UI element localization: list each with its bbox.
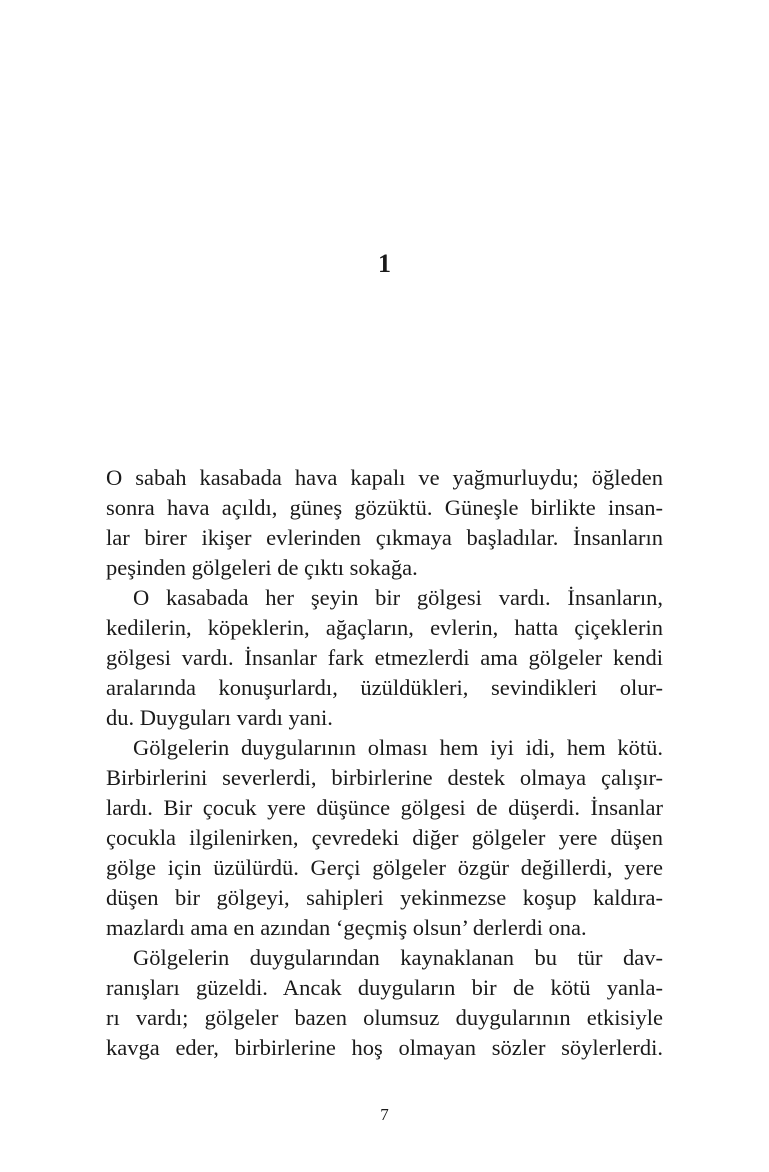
- text-line: kavga eder, birbirlerine hoş olmayan sözler söylerlerdi.: [106, 1035, 663, 1060]
- body-text: [106, 463, 663, 1063]
- text-line: gölge için üzülürdü. Gerçi gölgeler özgür değillerdi, yere: [106, 855, 663, 880]
- paragraph: [106, 583, 663, 733]
- text-line: kedilerin, köpeklerin, ağaçların, evlerin, hatta çiçeklerin: [106, 615, 663, 640]
- page-number: 7: [380, 1105, 389, 1124]
- text-line: çocukla ilgilenirken, çevredeki diğer gölgeler yere düşen: [106, 825, 663, 850]
- text-line: aralarında konuşurlardı, üzüldükleri, sevindikleri olur-: [106, 675, 663, 700]
- paragraph: [106, 943, 663, 1063]
- text-line: lar birer ikişer evlerinden çıkmaya başladılar. İnsanların: [106, 525, 663, 550]
- paragraph: [106, 463, 663, 583]
- text-line: Gölgelerin duygularından kaynaklanan bu tür dav-: [133, 945, 663, 970]
- text-line: ranışları güzeldi. Ancak duyguların bir de kötü yanla-: [106, 975, 663, 1000]
- text-line: Birbirlerini severlerdi, birbirlerine destek olmaya çalışır-: [106, 765, 663, 790]
- text-line: mazlardı ama en azından ‘geçmiş olsun’ derlerdi ona.: [106, 915, 587, 940]
- chapter-number: 1: [378, 249, 391, 278]
- text-line: düşen bir gölgeyi, sahipleri yekinmezse koşup kaldıra-: [106, 885, 663, 910]
- text-line: gölgesi vardı. İnsanlar fark etmezlerdi ama gölgeler kendi: [106, 645, 663, 670]
- text-line: lardı. Bir çocuk yere düşünce gölgesi de düşerdi. İnsanlar: [106, 795, 663, 820]
- text-line: O sabah kasabada hava kapalı ve yağmurluydu; öğleden: [106, 465, 663, 490]
- text-line: O kasabada her şeyin bir gölgesi vardı. İnsanların,: [133, 585, 663, 610]
- text-line: peşinden gölgeleri de çıktı sokağa.: [106, 555, 418, 580]
- text-line: Gölgelerin duygularının olması hem iyi idi, hem kötü.: [133, 735, 663, 760]
- text-line: du. Duyguları vardı yani.: [106, 705, 333, 730]
- paragraph: [106, 733, 663, 943]
- text-line: sonra hava açıldı, güneş gözüktü. Güneşle birlikte insan-: [106, 495, 663, 520]
- text-line: rı vardı; gölgeler bazen olumsuz duygularının etkisiyle: [106, 1005, 663, 1030]
